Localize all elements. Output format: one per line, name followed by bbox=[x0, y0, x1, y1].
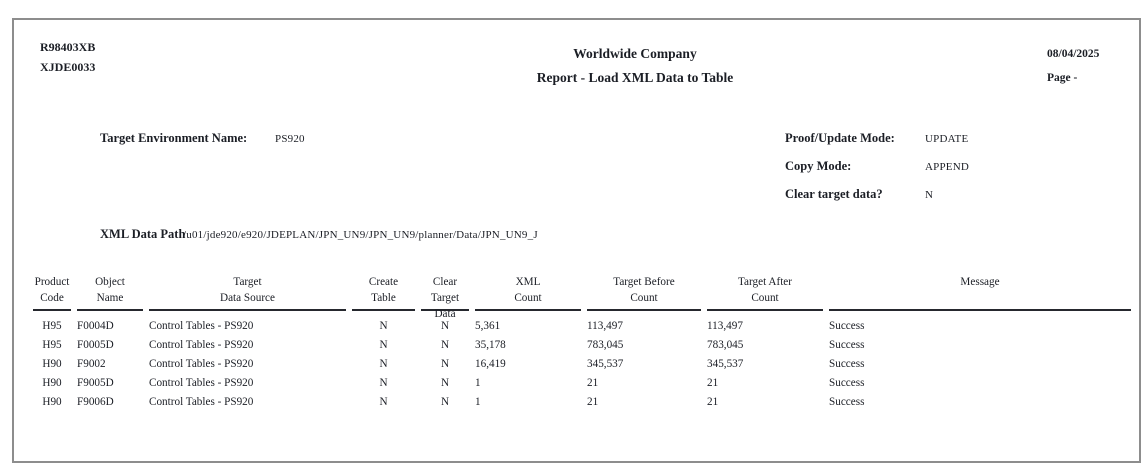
table-cell: N bbox=[440, 358, 450, 370]
report-title: Report - Load XML Data to Table bbox=[536, 70, 734, 85]
table-cell: N bbox=[379, 320, 388, 332]
page-number-label: Page - bbox=[1047, 72, 1078, 84]
copy-mode-label: Copy Mode: bbox=[785, 159, 852, 173]
table-cell: Success bbox=[829, 396, 865, 408]
table-cell: F9005D bbox=[77, 377, 114, 389]
table-body bbox=[33, 317, 1133, 412]
report-id: R98403XB bbox=[40, 40, 96, 54]
table-cell: Control Tables - PS920 bbox=[149, 339, 254, 351]
table-cell: 345,537 bbox=[587, 358, 624, 370]
table-cell: N bbox=[440, 377, 450, 389]
report-version: XJDE0033 bbox=[40, 60, 96, 74]
table-cell: N bbox=[379, 396, 388, 408]
column-header-message: Message bbox=[829, 274, 1131, 311]
column-header-create-table: Create Table bbox=[352, 274, 415, 311]
table-cell: 113,497 bbox=[707, 320, 743, 332]
table-cell: 21 bbox=[707, 377, 719, 389]
table-cell: 21 bbox=[587, 377, 599, 389]
target-environment-label: Target Environment Name: bbox=[100, 131, 248, 145]
column-header-target-before-count: Target Before Count bbox=[587, 274, 701, 311]
table-cell: F0005D bbox=[77, 339, 114, 351]
company-name: Worldwide Company bbox=[573, 46, 697, 61]
table-cell: N bbox=[379, 339, 388, 351]
table-cell: N bbox=[379, 358, 388, 370]
table-cell: Control Tables - PS920 bbox=[149, 377, 254, 389]
table-cell: Control Tables - PS920 bbox=[149, 320, 254, 332]
table-cell: Success bbox=[829, 339, 865, 351]
table-cell: 1 bbox=[475, 377, 481, 389]
table-cell: H90 bbox=[42, 358, 62, 370]
table-cell: Success bbox=[829, 320, 865, 332]
table-cell: H95 bbox=[42, 339, 62, 351]
table-cell: 21 bbox=[707, 396, 719, 408]
table-cell: N bbox=[440, 320, 450, 332]
table-cell: H90 bbox=[42, 377, 62, 389]
table-header-row bbox=[33, 274, 1133, 320]
table-cell: Control Tables - PS920 bbox=[149, 358, 254, 370]
proof-update-mode-value: UPDATE bbox=[925, 133, 969, 145]
column-header-target-data-source: Target Data Source bbox=[149, 274, 346, 311]
table-cell: F9006D bbox=[77, 396, 114, 408]
table-cell: F9002 bbox=[77, 358, 106, 370]
column-header-clear-target-data: Clear Target Data bbox=[421, 274, 469, 311]
xml-data-path-label: XML Data Path bbox=[100, 227, 186, 241]
table-cell: H95 bbox=[42, 320, 62, 332]
report-title-block bbox=[435, 42, 835, 90]
table-cell: 35,178 bbox=[475, 339, 506, 351]
table-cell: 783,045 bbox=[587, 339, 624, 351]
xml-data-path-value: /u01/jde920/e920/JDEPLAN/JPN_UN9/JPN_UN9/planner/Data/JPN_UN9_J bbox=[183, 229, 538, 241]
table-cell: 1 bbox=[475, 396, 481, 408]
table-cell: F0004D bbox=[77, 320, 114, 332]
table-cell: 16,419 bbox=[475, 358, 506, 370]
clear-target-data-label: Clear target data? bbox=[785, 187, 883, 201]
column-header-xml-count: XML Count bbox=[475, 274, 581, 311]
table-cell: 21 bbox=[587, 396, 599, 408]
column-header-object-name: Object Name bbox=[77, 274, 143, 311]
table-cell: 5,361 bbox=[475, 320, 501, 332]
column-header-product-code: Product Code bbox=[33, 274, 71, 311]
copy-mode-value: APPEND bbox=[925, 161, 969, 173]
target-environment-value: PS920 bbox=[275, 133, 305, 145]
table-cell: 345,537 bbox=[707, 358, 744, 370]
date-block bbox=[1047, 42, 1099, 90]
clear-target-data-value: N bbox=[925, 189, 934, 201]
table-cell: 783,045 bbox=[707, 339, 744, 351]
proof-update-mode-label: Proof/Update Mode: bbox=[785, 131, 895, 145]
results-table bbox=[33, 274, 1133, 412]
report-id-block bbox=[40, 37, 95, 77]
table-cell: Success bbox=[829, 377, 865, 389]
report-date: 08/04/2025 bbox=[1047, 48, 1100, 60]
column-header-target-after-count: Target After Count bbox=[707, 274, 823, 311]
table-cell: 113,497 bbox=[587, 320, 623, 332]
table-cell: Success bbox=[829, 358, 865, 370]
table-cell: H90 bbox=[42, 396, 62, 408]
table-cell: N bbox=[379, 377, 388, 389]
table-cell: Control Tables - PS920 bbox=[149, 396, 254, 408]
report-frame bbox=[12, 18, 1141, 463]
table-cell: N bbox=[440, 396, 450, 408]
table-cell: N bbox=[440, 339, 450, 351]
